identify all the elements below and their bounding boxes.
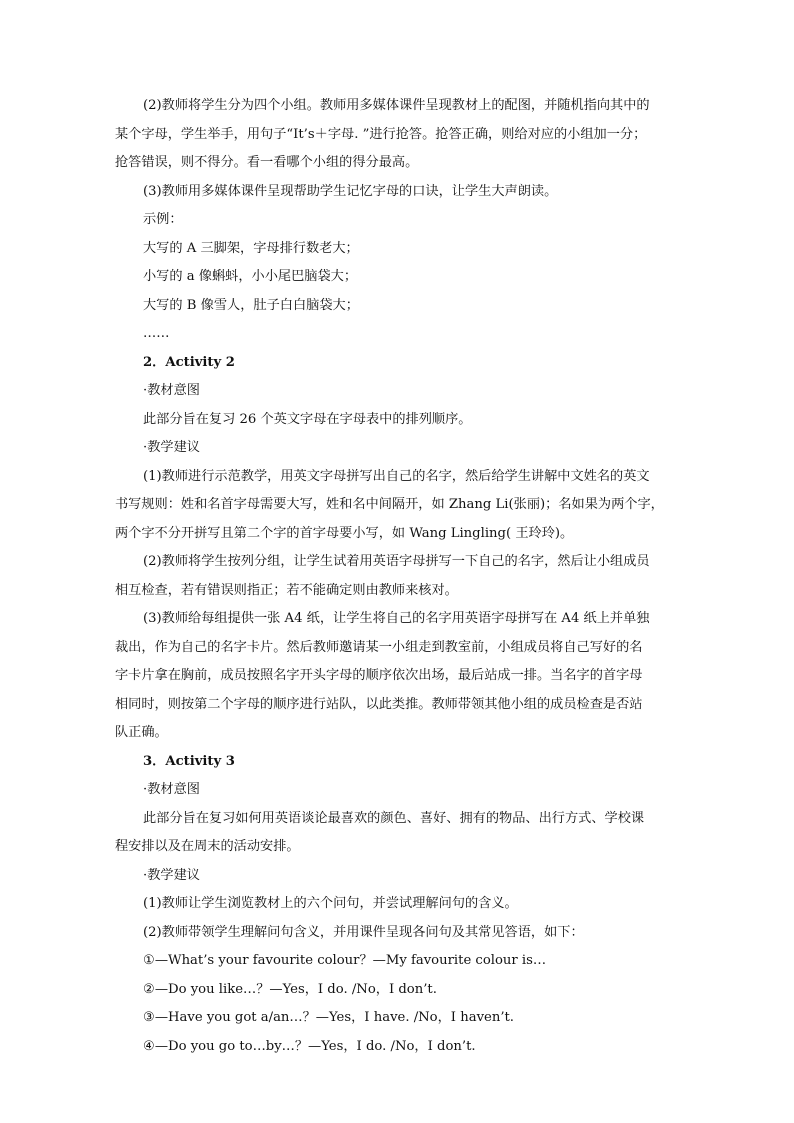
text-line: ②—Do you like…？—Yes，I do. /No，I don’t. (143, 981, 437, 997)
section-heading: 2．Activity 2 (143, 354, 235, 370)
text-line: ③—Have you got a/an…？—Yes，I have. /No，I haven’t. (143, 1010, 515, 1025)
text-line: 相互检查，若有错误则指正；若不能确定则由教师来核对。 (115, 582, 458, 598)
text-line: 队正确。 (115, 725, 168, 740)
text-line: ①—What’s your favourite colour？—My favourite colour is… (143, 953, 547, 968)
section-label: ·教材意图 (143, 782, 200, 797)
section-label: ·教学建议 (143, 867, 200, 883)
section-label: ·教学建议 (143, 440, 200, 455)
section-heading: 3．Activity 3 (143, 753, 235, 769)
text-line: 此部分旨在复习 26 个英文字母在字母表中的排列顺序。 (143, 411, 472, 427)
text-line: 两个字不分开拼写且第二个字的首字母要小写，如 Wang Lingling( 王玲玲)。 (115, 525, 574, 541)
text-line: (3)教师给每组提供一张 A4 纸，让学生将自己的名字用英语字母拼写在 A4 纸上并单独 (143, 611, 650, 626)
text-line: 抢答错误，则不得分。看一看哪个小组的得分最高。 (115, 155, 419, 170)
text-line: 大写的 B 像雪人，肚子白白脑袋大； (143, 297, 359, 313)
text-line: (2)教师将学生按列分组，让学生试着用英语字母拼写一下自己的名字，然后让小组成员 (143, 554, 650, 569)
document-page (115, 92, 681, 1061)
text-line: (1)教师进行示范教学，用英文字母拼写出自己的名字，然后给学生讲解中文姓名的英文 (143, 468, 650, 484)
text-line: (2)教师将学生分为四个小组。教师用多媒体课件呈现教材上的配图，并随机指向其中的 (143, 98, 650, 113)
section-label: ·教材意图 (143, 383, 200, 398)
text-line: 小写的 a 像蝌蚪，小小尾巴脑袋大； (143, 269, 358, 284)
text-line: 书写规则：姓和名首字母需要大写，姓和名中间隔开，如 Zhang Li(张丽)；名如果为两个字， (115, 497, 664, 512)
text-line: 示例： (143, 212, 183, 227)
text-line: (2)教师带领学生理解问句含义，并用课件呈现各问句及其常见答语，如下： (143, 924, 584, 940)
text-line: …… (143, 326, 170, 341)
text-line: 裁出，作为自己的名字卡片。然后教师邀请某一小组走到教室前，小组成员将自己写好的名 (115, 639, 643, 655)
text-line: 相同时，则按第二个字母的顺序进行站队，以此类推。教师带领其他小组的成员检查是否站 (115, 696, 643, 712)
text-line: 大写的 A 三脚架，字母排行数老大； (143, 240, 359, 256)
text-line: (3)教师用多媒体课件呈现帮助学生记忆字母的口诀，让学生大声朗读。 (143, 183, 558, 199)
text-line: ④—Do you go to…by…？—Yes，I do. /No，I don’t. (143, 1038, 476, 1054)
text-line: 某个字母，学生举手，用句子“It’s＋字母. ”进行抢答。抢答正确，则给对应的小组加一分； (115, 126, 647, 142)
text-line: 字卡片拿在胸前，成员按照名字开头字母的顺序依次出场，最后站成一排。当名字的首字母 (115, 668, 643, 683)
text-line: 此部分旨在复习如何用英语谈论最喜欢的颜色、喜好、拥有的物品、出行方式、学校课 (143, 810, 645, 826)
text-line: 程安排以及在周末的活动安排。 (115, 839, 300, 854)
text-line: (1)教师让学生浏览教材上的六个问句，并尝试理解问句的含义。 (143, 896, 518, 911)
